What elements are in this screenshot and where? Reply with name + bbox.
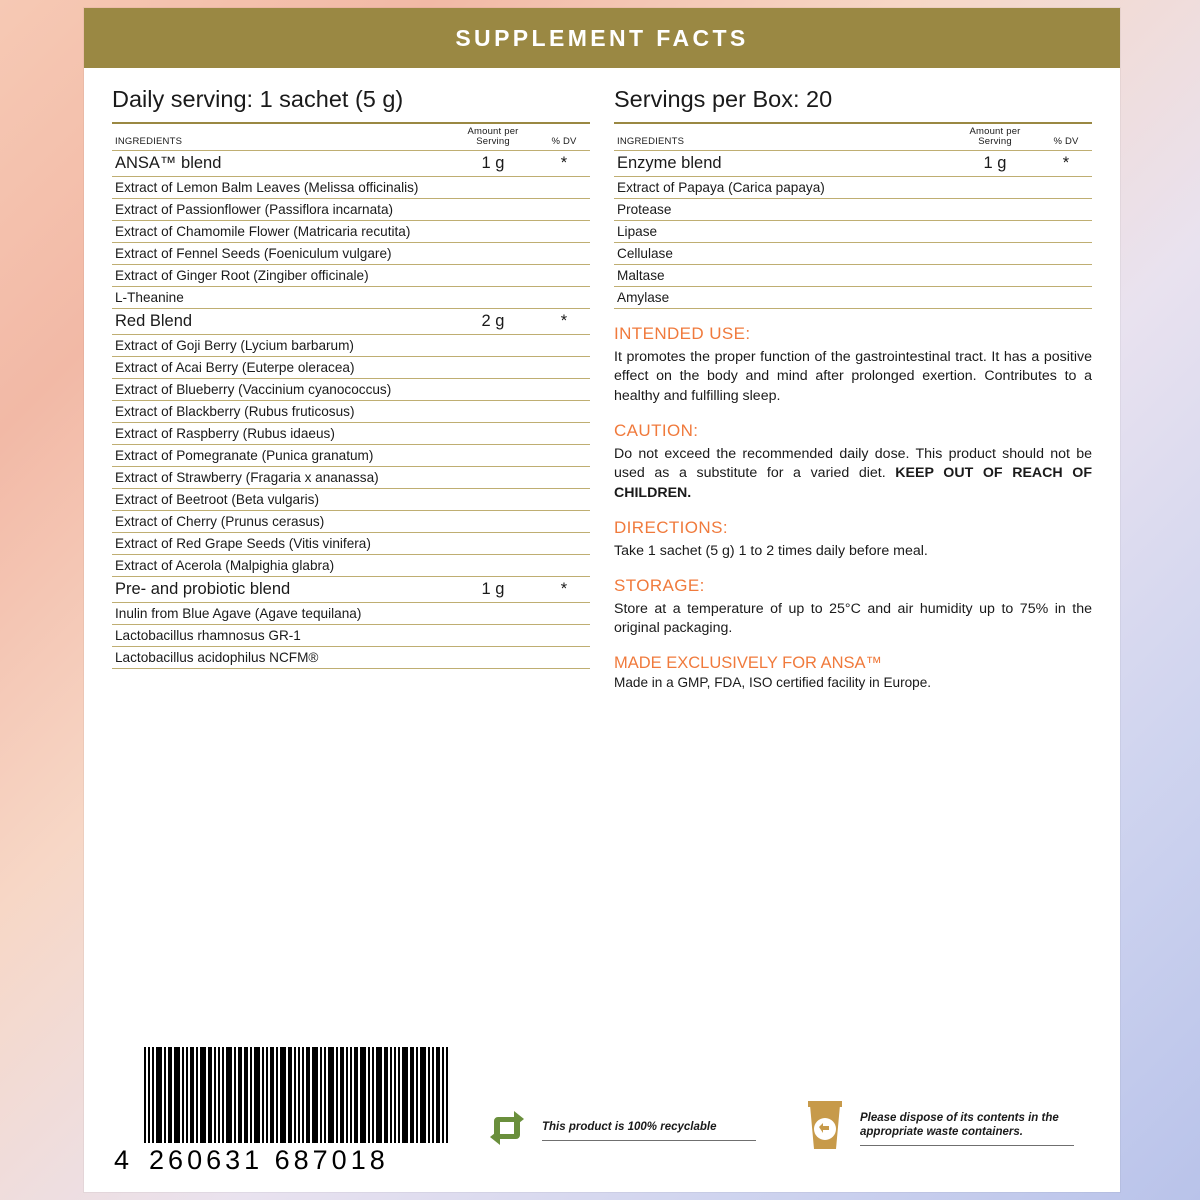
table-row [112, 264, 590, 286]
ingredient-name: Extract of Papaya (Carica papaya) [614, 176, 1092, 198]
blend-row [614, 150, 1092, 176]
table-row [112, 400, 590, 422]
section-title: CAUTION: [614, 420, 699, 440]
waste-bin-icon [802, 1101, 848, 1156]
daily-serving-title: Daily serving: 1 sachet (5 g) [112, 86, 590, 124]
blend-amount: 1 g [950, 150, 1037, 176]
blend-name: ANSA™ blend [112, 150, 448, 176]
table-header-row [112, 124, 590, 150]
table-row [614, 198, 1092, 220]
table-row [614, 286, 1092, 308]
supplement-facts-panel [84, 8, 1120, 1192]
col-dv: % DV [1037, 124, 1092, 150]
col-ingredients: INGREDIENTS [614, 124, 950, 150]
right-column [614, 86, 1092, 690]
ingredient-name: Protease [614, 198, 1092, 220]
ingredient-name: Extract of Red Grape Seeds (Vitis vinifera) [112, 532, 590, 554]
table-row [614, 220, 1092, 242]
col-amount: Amount per Serving [448, 124, 535, 150]
blend-dv: * [1037, 150, 1092, 176]
disposal-group [802, 1101, 1074, 1156]
blend-name: Pre- and probiotic blend [112, 576, 448, 602]
blend-dv: * [535, 308, 590, 334]
section-directions [614, 518, 1092, 561]
ingredient-name: Extract of Goji Berry (Lycium barbarum) [112, 334, 590, 356]
barcode-number: 260631 687018 [149, 1145, 389, 1175]
ingredient-name: Extract of Ginger Root (Zingiber officinale) [112, 264, 590, 286]
table-row [112, 356, 590, 378]
recycle-arrows-icon [484, 1105, 530, 1156]
ingredient-name: Extract of Beetroot (Beta vulgaris) [112, 488, 590, 510]
table-row [112, 176, 590, 198]
ingredient-name: Amylase [614, 286, 1092, 308]
blend-name: Red Blend [112, 308, 448, 334]
table-row [112, 646, 590, 668]
made-for-subtitle: Made in a GMP, FDA, ISO certified facility in Europe. [614, 674, 932, 690]
table-row [112, 198, 590, 220]
page-title: SUPPLEMENT FACTS [84, 8, 1120, 68]
table-row [614, 242, 1092, 264]
ingredient-name: Extract of Fennel Seeds (Foeniculum vulgare) [112, 242, 590, 264]
table-header-row [614, 124, 1092, 150]
col-ingredients: INGREDIENTS [112, 124, 448, 150]
ingredient-name: Lactobacillus acidophilus NCFM® [112, 646, 590, 668]
ingredient-name: Extract of Acai Berry (Euterpe oleracea) [112, 356, 590, 378]
barcode-bars [144, 1047, 459, 1143]
blend-amount: 2 g [448, 308, 535, 334]
barcode-first-digit: 4 [114, 1145, 134, 1175]
table-row [112, 532, 590, 554]
table-row [112, 624, 590, 646]
left-column [112, 86, 590, 690]
blend-amount: 1 g [448, 150, 535, 176]
facts-body [84, 68, 1120, 690]
blend-name: Enzyme blend [614, 150, 950, 176]
recyclable-note: This product is 100% recyclable [542, 1120, 756, 1141]
col-amount: Amount per Serving [950, 124, 1037, 150]
ingredient-name: Lipase [614, 220, 1092, 242]
ingredient-name: Extract of Passionflower (Passiflora incarnata) [112, 198, 590, 220]
blend-dv: * [535, 576, 590, 602]
blend-dv: * [535, 150, 590, 176]
blend-row [112, 308, 590, 334]
table-row [614, 264, 1092, 286]
caution-warning: KEEP OUT OF REACH OF CHILDREN. [614, 465, 1092, 501]
table-row [112, 422, 590, 444]
made-for-title: MADE EXCLUSIVELY FOR ANSA™ [614, 653, 883, 672]
section-title: INTENDED USE: [614, 323, 751, 343]
section-intended-use [614, 324, 1092, 406]
ingredient-name: Lactobacillus rhamnosus GR-1 [112, 624, 590, 646]
two-column-layout [112, 68, 1092, 690]
caution-text: Do not exceed the recommended daily dose. This product should not be used as a substitute for a varied diet. [614, 445, 1092, 482]
table-row [112, 286, 590, 308]
table-row [112, 602, 590, 624]
section-title: STORAGE: [614, 576, 705, 596]
section-made-for [614, 654, 1092, 690]
section-body [614, 445, 1092, 503]
ingredient-name: Extract of Blackberry (Rubus fruticosus) [112, 400, 590, 422]
ingredient-name: Extract of Raspberry (Rubus idaeus) [112, 422, 590, 444]
col-dv: % DV [535, 124, 590, 150]
table-row [112, 242, 590, 264]
ingredient-name: Cellulase [614, 242, 1092, 264]
table-row [112, 466, 590, 488]
section-title: DIRECTIONS: [614, 517, 728, 537]
section-body: Take 1 sachet (5 g) 1 to 2 times daily before meal. [614, 542, 928, 559]
table-row [112, 488, 590, 510]
recyclable-group [484, 1105, 756, 1156]
section-storage [614, 576, 1092, 639]
blend-row [112, 576, 590, 602]
table-row [112, 444, 590, 466]
ingredient-name: Extract of Cherry (Prunus cerasus) [112, 510, 590, 532]
section-body: Store at a temperature of up to 25°C and air humidity up to 75% in the original packaging. [614, 601, 1092, 637]
ingredient-name: Extract of Pomegranate (Punica granatum) [112, 444, 590, 466]
barcode-digits [114, 1145, 459, 1176]
table-row [112, 554, 590, 576]
ingredient-name: Extract of Acerola (Malpighia glabra) [112, 554, 590, 576]
blend-amount: 1 g [448, 576, 535, 602]
footer [84, 1004, 1120, 1184]
section-caution [614, 421, 1092, 503]
ingredient-name: Extract of Strawberry (Fragaria x ananassa) [112, 466, 590, 488]
ingredient-name: Extract of Blueberry (Vaccinium cyanococcus) [112, 378, 590, 400]
disposal-note: Please dispose of its contents in the appropriate waste containers. [860, 1111, 1074, 1147]
ingredient-name: L-Theanine [112, 286, 590, 308]
right-ingredients-table [614, 124, 1092, 309]
table-row [112, 378, 590, 400]
barcode [114, 1047, 459, 1176]
ingredient-name: Maltase [614, 264, 1092, 286]
left-ingredients-table [112, 124, 590, 669]
ingredient-name: Extract of Chamomile Flower (Matricaria recutita) [112, 220, 590, 242]
table-row [112, 510, 590, 532]
table-row [112, 220, 590, 242]
blend-row [112, 150, 590, 176]
table-row [112, 334, 590, 356]
table-row [614, 176, 1092, 198]
servings-per-box-title: Servings per Box: 20 [614, 86, 1092, 124]
ingredient-name: Inulin from Blue Agave (Agave tequilana) [112, 602, 590, 624]
ingredient-name: Extract of Lemon Balm Leaves (Melissa officinalis) [112, 176, 590, 198]
section-body: It promotes the proper function of the gastrointestinal tract. It has a positive effect on the body and mind after prolonged exertion. Contributes to a healthy and fulfilling sleep. [614, 348, 1092, 404]
